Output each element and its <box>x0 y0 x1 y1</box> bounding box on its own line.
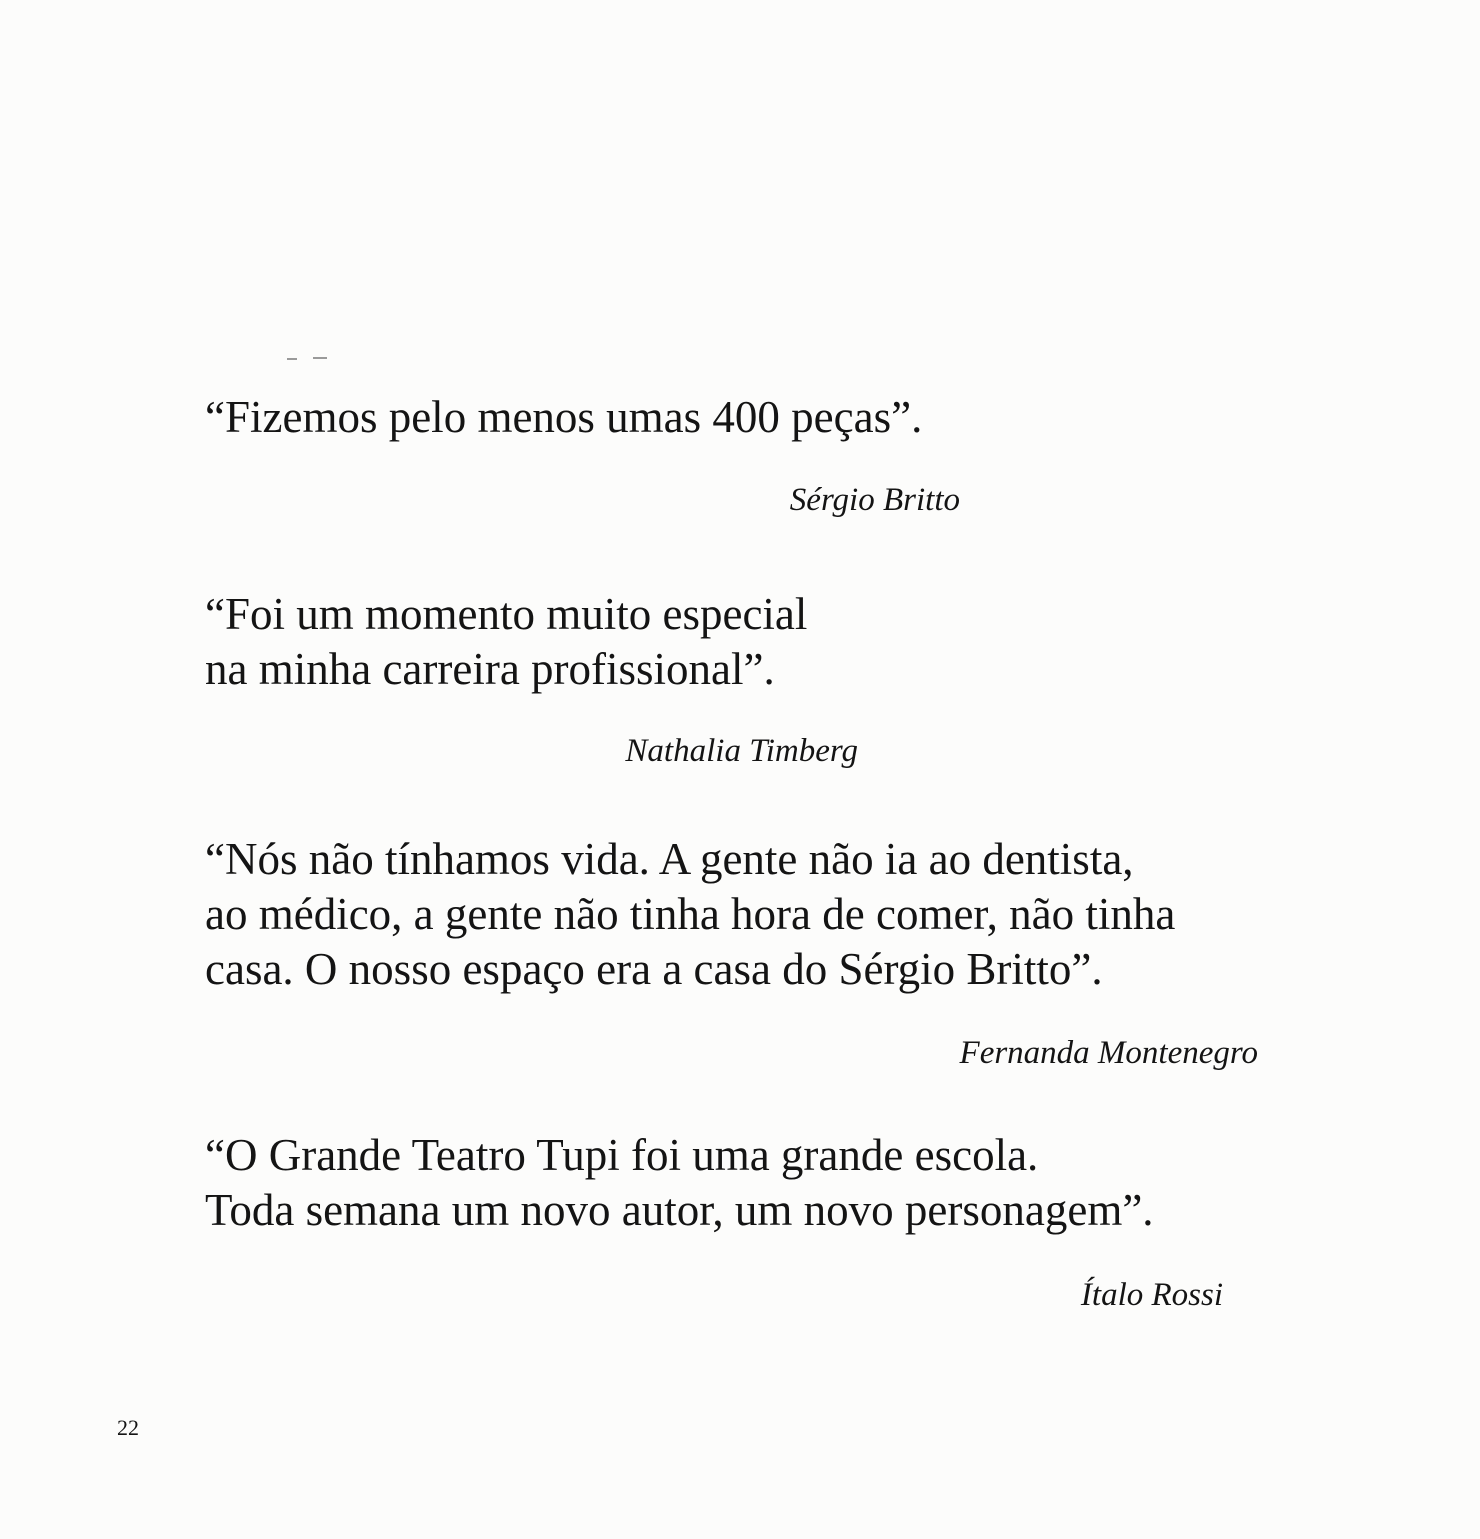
quote-line: na minha carreira profissional”. <box>205 644 775 694</box>
quote-fernanda-montenegro <box>205 832 1175 997</box>
scan-speck <box>287 358 297 360</box>
quote-line: Toda semana um novo autor, um novo personagem”. <box>205 1185 1154 1235</box>
quote-author: Fernanda Montenegro <box>959 1035 1258 1071</box>
quote-line: “Nós não tínhamos vida. A gente não ia ao dentista, <box>205 834 1134 884</box>
page-number: 22 <box>117 1415 139 1440</box>
quote-line: casa. O nosso espaço era a casa do Sérgio Britto”. <box>205 944 1103 994</box>
quote-author: Sérgio Britto <box>789 482 960 518</box>
quote-line: “Fizemos pelo menos umas 400 peças”. <box>205 392 923 442</box>
quote-sergio-britto <box>205 390 922 445</box>
scan-speck <box>313 357 327 359</box>
quote-line: ao médico, a gente não tinha hora de comer, não tinha <box>205 889 1176 939</box>
quote-italo-rossi <box>205 1128 1154 1238</box>
quote-line: “Foi um momento muito especial <box>205 589 808 639</box>
quote-author: Nathalia Timberg <box>625 733 858 769</box>
quote-nathalia-timberg <box>205 587 807 697</box>
quote-author: Ítalo Rossi <box>1080 1277 1223 1313</box>
quote-line: “O Grande Teatro Tupi foi uma grande escola. <box>205 1130 1039 1180</box>
